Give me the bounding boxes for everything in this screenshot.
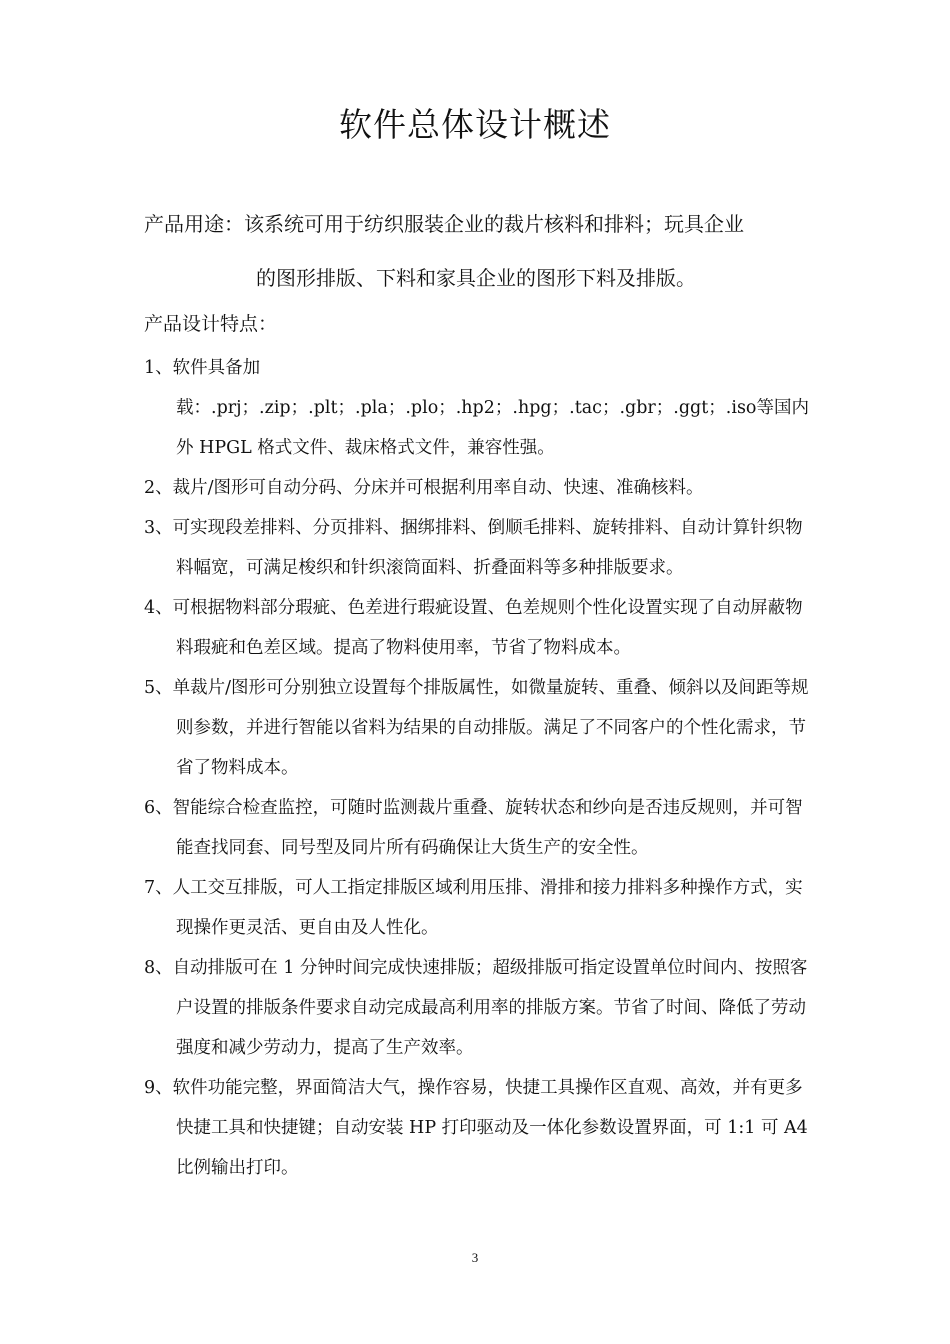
feature-text: 4、可根据物料部分瑕疵、色差进行瑕疵设置、色差规则个性化设置实现了自动屏蔽物料瑕疵和色差区域。提高了物料使用率，节省了物料成本。	[144, 598, 803, 658]
purpose-line-2: 的图形排版、下料和家具企业的图形下料及排版。	[256, 266, 696, 290]
feature-item	[144, 348, 816, 468]
feature-item	[144, 788, 816, 868]
feature-text: 8、自动排版可在 1 分钟时间完成快速排版；超级排版可指定设置单位时间内、按照客户设置的排版条件要求自动完成最高利用率的排版方案。节省了时间、降低了劳动强度和减少劳动力，提高了生产效率。	[144, 958, 808, 1058]
feature-item	[144, 588, 816, 668]
feature-text: 5、单裁片/图形可分别独立设置每个排版属性，如微量旋转、重叠、倾斜以及间距等规则参数，并进行智能以省料为结果的自动排版。满足了不同客户的个性化需求，节省了物料成本。	[144, 678, 809, 778]
feature-text: 3、可实现段差排料、分页排料、捆绑排料、倒顺毛排料、旋转排料、自动计算针织物料幅宽，可满足梭织和针织滚筒面料、折叠面料等多种排版要求。	[144, 518, 803, 578]
feature-item	[144, 868, 816, 948]
feature-item	[144, 508, 816, 588]
feature-text: 2、裁片/图形可自动分码、分床并可根据利用率自动、快速、准确核料。	[144, 478, 704, 498]
feature-text: 7、人工交互排版，可人工指定排版区域利用压排、滑排和接力排料多种操作方式，实现操作更灵活、更自由及人性化。	[144, 878, 803, 938]
feature-text: 6、智能综合检查监控，可随时监测裁片重叠、旋转状态和纱向是否违反规则，并可智能查找同套、同号型及同片所有码确保让大货生产的安全性。	[144, 798, 803, 858]
document-title: 软件总体设计概述	[339, 105, 611, 144]
feature-item	[144, 668, 816, 788]
feature-item	[144, 1068, 816, 1188]
feature-item	[144, 468, 816, 508]
purpose-line-1: 产品用途：该系统可用于纺织服装企业的裁片核料和排料；玩具企业	[144, 212, 744, 236]
feature-text: 9、软件功能完整，界面简洁大气，操作容易，快捷工具操作区直观、高效，并有更多快捷工具和快捷键；自动安装 HP 打印驱动及一体化参数设置界面，可 1:1 可 A4 比例输出打印。	[144, 1078, 808, 1178]
feature-item	[144, 948, 816, 1068]
page-number: 3	[471, 1250, 479, 1265]
product-purpose	[144, 205, 814, 297]
features-heading: 产品设计特点：	[144, 313, 278, 335]
feature-text: 1、软件具备加载：.prj；.zip；.plt；.pla；.plo；.hp2；.hpg；.tac；.gbr；.ggt；.iso等国内外 HPGL 格式文件、裁床格式文件，兼容性强。	[144, 358, 809, 458]
features-list	[144, 348, 816, 1188]
